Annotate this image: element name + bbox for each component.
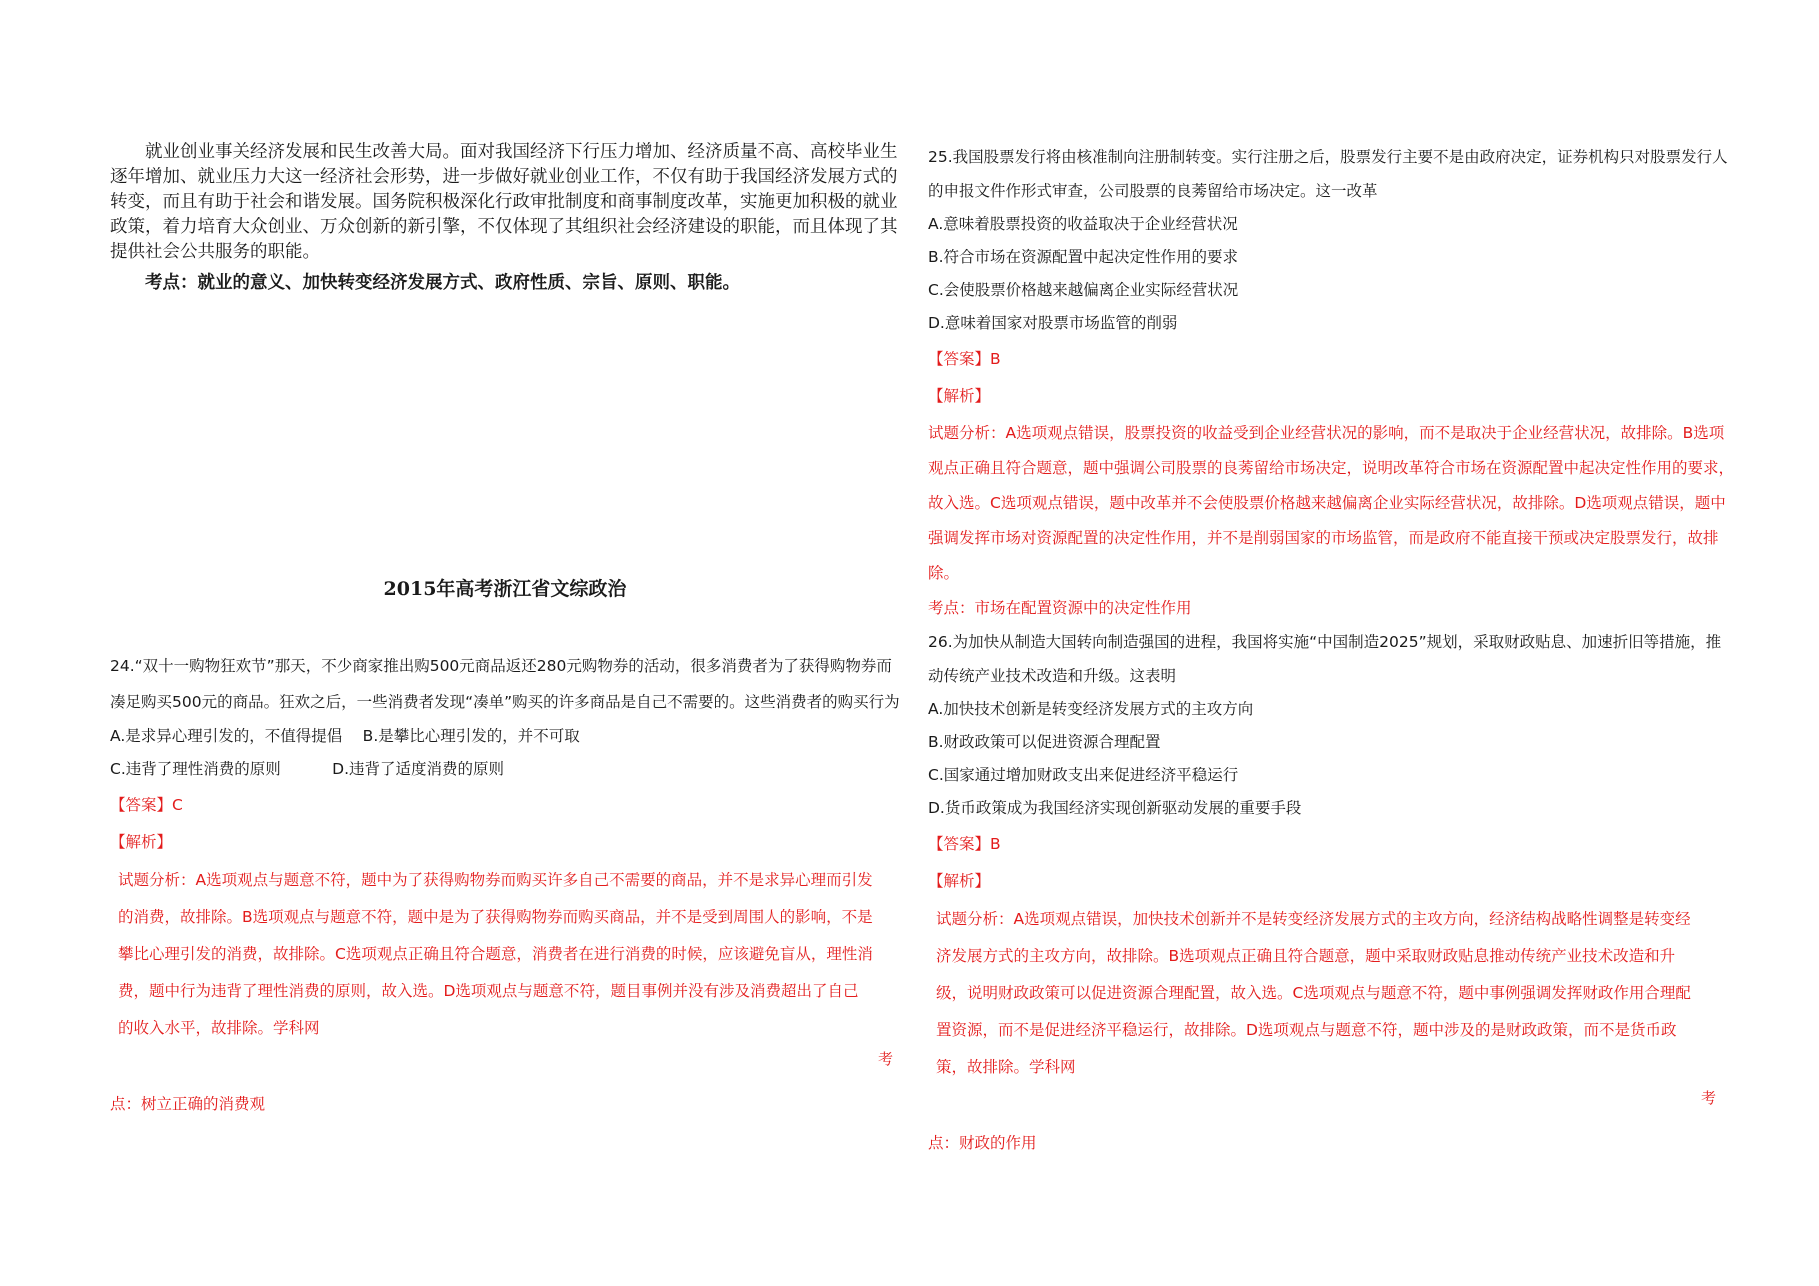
q26-answer: 【答案】B [928,835,1001,853]
q26-analysis-block [928,901,1736,1110]
q24-options-row1: A.是求异心理引发的，不值得提倡 B.是攀比心理引发的，并不可取 [110,727,580,745]
q25-jiexi-label: 【解析】 [928,387,991,405]
q25-analysis: 试题分析：A选项观点错误，股票投资的收益受到企业经营状况的影响，而不是取决于企业经营状况，故排除。B选项观点正确且符合题意，题中强调公司股票的良莠留给市场决定，说明改革符合市场在资源配置中起决定性作用的要求，故入选。C选项观点错误，题中改革并不会使股票价格越来越偏离企业实际经营状况，故排除。D选项观点错误，题中强调发挥市场对资源配置的决定性作用，并不是削弱国家的市场监管，而是政府不能直接干预或决定股票发行，故排除。 [928,424,1735,582]
intro-paragraph: 就业创业事关经济发展和民生改善大局。面对我国经济下行压力增加、经济质量不高、高校毕业生逐年增加、就业压力大这一经济社会形势，进一步做好就业创业工作，不仅有助于我国经济发展方式的转变，而且有助于社会和谐发展。国务院积极深化行政审批制度和商事制度改革，实施更加积极的就业政策，着力培育大众创业、万众创新的新引擎，不仅体现了其组织社会经济建设的职能，而且体现了其提供社会公共服务的职能。 [110,142,898,262]
section-title: 2015年高考浙江省文综政治 [383,578,627,600]
q26-option-a: A.加快技术创新是转变经济发展方式的主攻方向 [928,700,1254,718]
question-24 [110,648,900,1121]
q25-kaodian: 考点：市场在配置资源中的决定性作用 [928,599,1192,617]
q25-answer: 【答案】B [928,350,1001,368]
q25-option-c: C.会使股票价格越来越偏离企业实际经营状况 [928,281,1239,299]
q24-kaodian: 点：树立正确的消费观 [110,1095,266,1113]
q26-kaodian: 点：财政的作用 [928,1134,1037,1152]
q26-option-c: C.国家通过增加财政支出来促进经济平稳运行 [928,766,1239,784]
q25-stem: 25.我国股票发行将由核准制向注册制转变。实行注册之后，股票发行主要不是由政府决定，证券机构只对股票发行人的申报文件作形式审查，公司股票的良莠留给市场决定。这一改革 [928,148,1728,200]
question-25 [928,140,1736,625]
q24-analysis-block [110,862,900,1071]
q24-answer: 【答案】C [110,796,183,814]
q26-stem: 26.为加快从制造大国转向制造强国的进程，我国将实施“中国制造2025”规划，采取财政贴息、加速折旧等措施，推动传统产业技术改造和升级。这表明 [928,633,1722,685]
q26-kao-char: 考 [1700,1089,1716,1107]
kaodian-employment: 考点：就业的意义、加快转变经济发展方式、政府性质、宗旨、原则、职能。 [145,273,740,293]
q26-option-b: B.财政政策可以促进资源合理配置 [928,733,1161,751]
q25-option-a: A.意味着股票投资的收益取决于企业经营状况 [928,215,1238,233]
q25-option-d: D.意味着国家对股票市场监管的削弱 [928,314,1178,332]
q24-jiexi-label: 【解析】 [110,833,173,851]
q24-analysis: 试题分析：A选项观点与题意不符，题中为了获得购物券而购买许多自己不需要的商品，并不是求异心理而引发的消费，故排除。B选项观点与题意不符，题中是为了获得购物券而购买商品，并不是受到周围人的影响，不是攀比心理引发的消费，故排除。C选项观点正确且符合题意，消费者在进行消费的时候，应该避免盲从，理性消费，题中行为违背了理性消费的原则，故入选。D选项观点与题意不符，题目事例并没有涉及消费超出了自己的收入水平，故排除。学科网 [118,871,873,1037]
q24-kao-char: 考 [877,1050,893,1068]
question-26 [928,625,1736,1160]
left-column [110,140,900,294]
q26-analysis: 试题分析：A选项观点错误，加快技术创新并不是转变经济发展方式的主攻方向，经济结构战略性调整是转变经济发展方式的主攻方向，故排除。B选项观点正确且符合题意，题中采取财政贴息推动传统产业技术改造和升级，说明财政政策可以促进资源合理配置，故入选。C选项观点与题意不符，题中事例强调发挥财政作用合理配置资源，而不是促进经济平稳运行，故排除。D选项观点与题意不符，题中涉及的是财政政策，而不是货币政策，故排除。学科网 [936,910,1691,1076]
q26-jiexi-label: 【解析】 [928,872,991,890]
q25-option-b: B.符合市场在资源配置中起决定性作用的要求 [928,248,1239,266]
right-column [928,140,1736,1160]
q24-stem: 24.“双十一购物狂欢节”那天，不少商家推出购500元商品返还280元购物券的活动，很多消费者为了获得购物券而凑足购买500元的商品。狂欢之后，一些消费者发现“凑单”购买的许多商品是自己不需要的。这些消费者的购买行为 [110,657,900,711]
q24-options-row2: C.违背了理性消费的原则 D.违背了适度消费的原则 [110,760,505,778]
q26-option-d: D.货币政策成为我国经济实现创新驱动发展的重要手段 [928,799,1302,817]
